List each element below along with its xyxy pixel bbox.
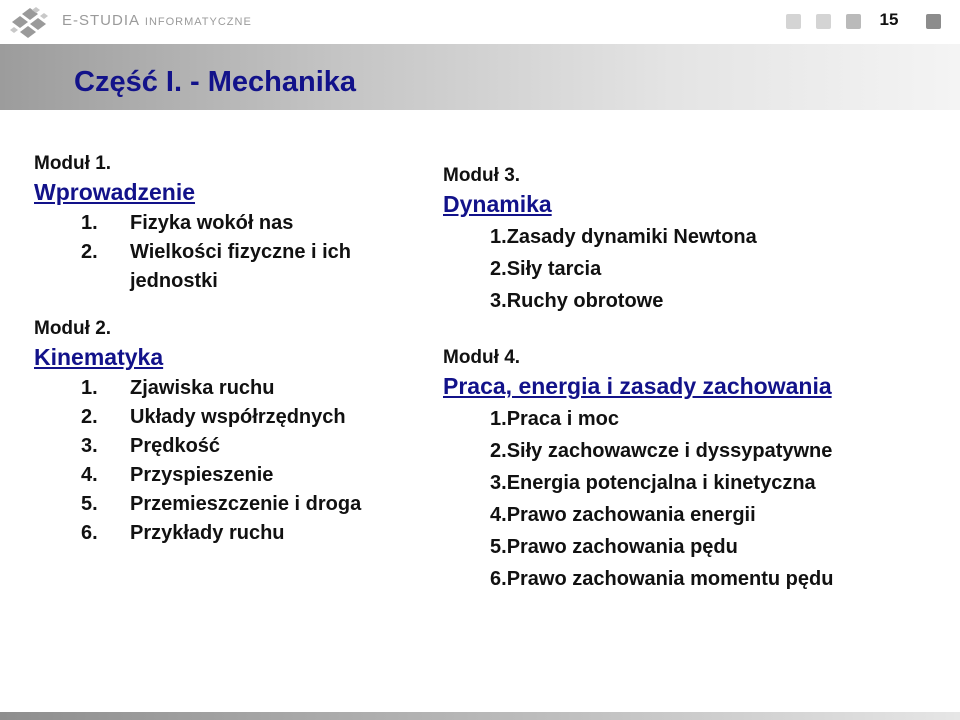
module-block	[34, 151, 414, 296]
topic-text: Układy współrzędnych	[130, 406, 346, 428]
title-band	[0, 44, 960, 110]
topic-number: 5.	[490, 536, 507, 558]
module-block	[443, 163, 943, 317]
nav-square-4	[926, 14, 941, 29]
topic-number: 4.	[81, 464, 98, 486]
topic-item	[443, 435, 943, 467]
topic-text: Siły tarcia	[506, 258, 602, 280]
topic-text: Przemieszczenie i droga	[130, 493, 362, 515]
brand-name	[62, 12, 252, 29]
topic-item	[34, 403, 414, 432]
topic-item	[443, 499, 943, 531]
nav-square-2	[816, 14, 831, 29]
topic-number: 3.	[81, 435, 98, 457]
module-label: Moduł 2.	[34, 318, 112, 339]
topic-text: Wielkości fizyczne i ich jednostki	[130, 241, 352, 292]
left-column	[34, 151, 414, 548]
topic-number: 2.	[81, 406, 98, 428]
topic-item	[34, 461, 414, 490]
topic-number: 2.	[81, 241, 98, 263]
topic-text: Prawo zachowania pędu	[506, 536, 738, 558]
topic-number: 6.	[490, 568, 507, 590]
topic-item	[443, 253, 943, 285]
topic-list	[34, 374, 414, 548]
topic-text: Zasady dynamiki Newtona	[506, 226, 757, 248]
topic-item	[34, 374, 414, 403]
topic-number: 1.	[490, 226, 507, 248]
nav-square-1	[786, 14, 801, 29]
nav-square-3	[846, 14, 861, 29]
module-title: Kinematyka	[34, 344, 164, 370]
bottom-bar	[0, 712, 960, 720]
slide-title: Część I. - Mechanika	[74, 66, 357, 98]
topic-list	[443, 221, 943, 317]
brand-main: E-STUDIA	[62, 12, 141, 29]
topic-item	[443, 563, 943, 595]
topic-number: 2.	[490, 258, 507, 280]
topic-number: 2.	[490, 440, 507, 462]
module-label: Moduł 4.	[443, 347, 521, 368]
topic-number: 1.	[490, 408, 507, 430]
topic-text: Siły zachowawcze i dyssypatywne	[506, 440, 833, 462]
topic-number: 1.	[81, 212, 98, 234]
topic-text: Fizyka wokół nas	[130, 212, 294, 234]
brand-sub: INFORMATYCZNE	[144, 16, 252, 28]
topic-item	[443, 531, 943, 563]
topic-item	[34, 519, 414, 548]
page-number: 15	[879, 10, 899, 29]
e-studia-logo-icon	[6, 4, 52, 40]
topic-text: Przykłady ruchu	[130, 522, 285, 544]
module-block	[34, 316, 414, 548]
topic-number: 1.	[81, 377, 98, 399]
topic-text: Ruchy obrotowe	[506, 290, 664, 312]
topic-number: 3.	[490, 290, 507, 312]
topic-text: Prawo zachowania energii	[506, 504, 756, 526]
topic-list	[443, 403, 943, 595]
module-label: Moduł 1.	[34, 153, 112, 174]
module-title: Dynamika	[443, 191, 552, 217]
topic-number: 6.	[81, 522, 98, 544]
topic-item	[443, 467, 943, 499]
topic-text: Praca i moc	[506, 408, 619, 430]
topic-number: 3.	[490, 472, 507, 494]
topic-item	[443, 285, 943, 317]
topic-item	[34, 490, 414, 519]
module-block	[443, 345, 943, 595]
slide-header	[0, 0, 960, 44]
topic-text: Prędkość	[130, 435, 221, 457]
topic-number: 4.	[490, 504, 507, 526]
topic-list	[34, 209, 414, 296]
topic-text: Zjawiska ruchu	[130, 377, 275, 399]
module-title: Wprowadzenie	[34, 179, 196, 205]
topic-item	[443, 221, 943, 253]
topic-number: 5.	[81, 493, 98, 515]
right-column	[443, 163, 943, 595]
topic-text: Prawo zachowania momentu pędu	[506, 568, 834, 590]
topic-item	[34, 209, 414, 238]
module-title: Praca, energia i zasady zachowania	[443, 373, 832, 399]
topic-item	[34, 238, 414, 296]
topic-text: Energia potencjalna i kinetyczna	[506, 472, 816, 494]
topic-item	[34, 432, 414, 461]
module-label: Moduł 3.	[443, 165, 521, 186]
topic-item	[443, 403, 943, 435]
topic-text: Przyspieszenie	[130, 464, 274, 486]
